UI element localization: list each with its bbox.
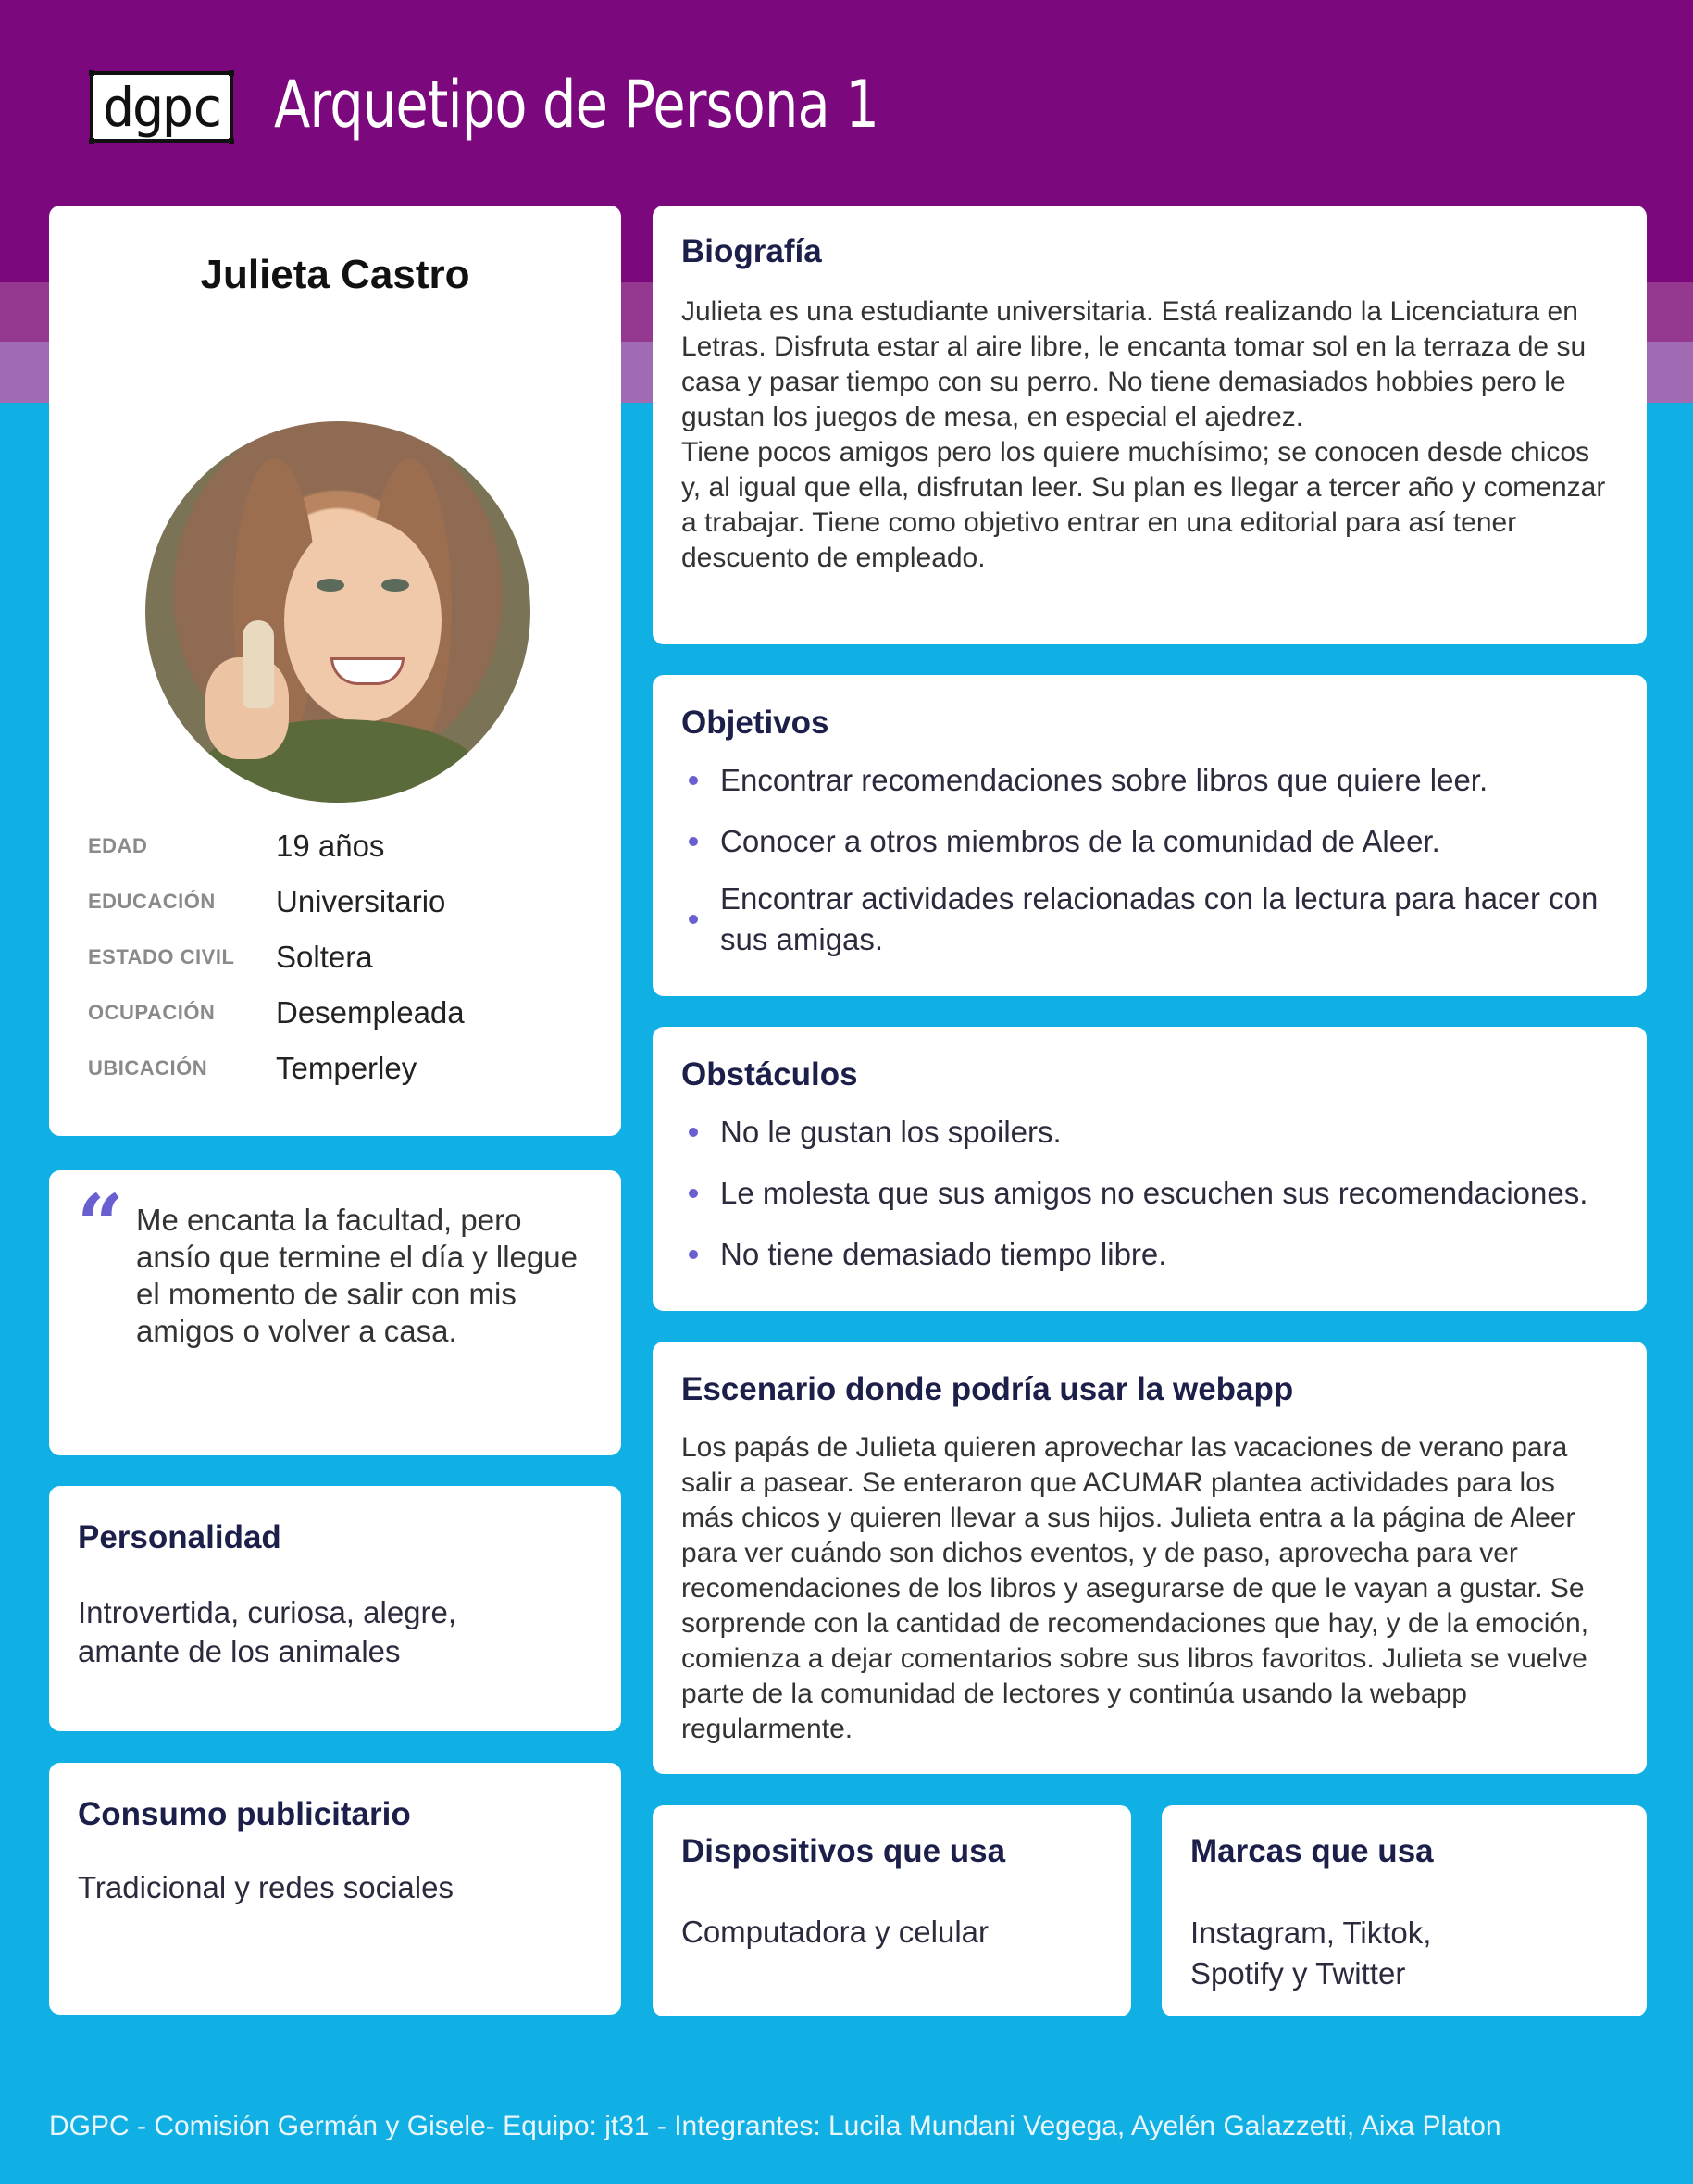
quote-text: Me encanta la facultad, pero ansío que termine el día y llegue el momento de salir con mis amigos o volver a casa.	[136, 1203, 578, 1348]
section-text: Instagram, Tiktok, Spotify y Twitter	[1190, 1916, 1432, 1991]
bio-paragraph: Tiene pocos amigos pero los quiere muchísimo; se conocen desde chicos y, al igual que ella, disfrutan leer. Su plan es llegar a tercer año y comenzar a trabajar. Tiene como objetivo entrar en una editorial para así tener descuento de empleado.	[681, 437, 1606, 573]
profile-card	[49, 206, 621, 1136]
section-title: Consumo publicitario	[78, 1796, 411, 1832]
detail-row-ocupacion	[88, 995, 588, 1051]
section-text: Tradicional y redes sociales	[78, 1870, 454, 1904]
list-item-text: Conocer a otros miembros de la comunidad de Aleer.	[720, 824, 1440, 858]
detail-label: EDUCACIÓN	[88, 890, 216, 913]
list-item	[681, 879, 1616, 960]
bullet-icon	[689, 837, 698, 846]
persona-photo	[145, 421, 530, 803]
personalidad-card	[49, 1486, 621, 1731]
section-title: Obstáculos	[681, 1056, 858, 1092]
photo-eye	[381, 579, 409, 592]
detail-row-edad	[88, 829, 588, 884]
detail-label: EDAD	[88, 834, 148, 857]
list-item	[681, 1173, 1616, 1214]
section-title: Dispositivos que usa	[681, 1833, 1006, 1869]
quote-card	[49, 1170, 621, 1455]
bullet-icon	[689, 915, 698, 924]
bullet-icon	[689, 1128, 698, 1137]
list-item-text: No tiene demasiado tiempo libre.	[720, 1237, 1167, 1271]
dispositivos-card	[653, 1805, 1131, 2016]
objetivos-list	[681, 760, 1616, 960]
section-title: Biografía	[681, 233, 822, 269]
section-text	[681, 294, 1607, 576]
dgpc-logo	[90, 71, 233, 143]
bio-paragraph: Julieta es una estudiante universitaria. Está realizando la Licenciatura en Letras. Disfruta estar al aire libre, le encanta tomar sol en la terraza de su casa y pasar tiempo con su perro. No tiene demasiados hobbies pero le gustan los juegos de mesa, en especial el ajedrez.	[681, 296, 1587, 432]
list-item-text: Encontrar actividades relacionadas con la lectura para hacer con sus amigas.	[720, 881, 1599, 956]
list-item-text: No le gustan los spoilers.	[720, 1115, 1062, 1149]
escenario-card	[653, 1342, 1647, 1774]
section-title: Escenario donde podría usar la webapp	[681, 1371, 1294, 1407]
detail-row-estado-civil	[88, 940, 588, 995]
detail-value: Soltera	[276, 940, 373, 974]
list-item-text: Le molesta que sus amigos no escuchen sus recomendaciones.	[720, 1176, 1588, 1210]
bullet-icon	[689, 776, 698, 785]
consumo-card	[49, 1763, 621, 2015]
section-title: Personalidad	[78, 1519, 281, 1555]
footer-credits: DGPC - Comisión Germán y Gisele- Equipo: jt31 - Integrantes: Lucila Mundani Vegega, Ayelén Galazzetti, Aixa Platon	[49, 2111, 1501, 2141]
biografia-card	[653, 206, 1647, 644]
section-title: Marcas que usa	[1190, 1833, 1434, 1869]
obstaculos-list	[681, 1112, 1616, 1275]
logo-corner	[229, 138, 234, 144]
bullet-icon	[689, 1189, 698, 1198]
logo-corner	[89, 138, 94, 144]
detail-label: ESTADO CIVIL	[88, 945, 235, 968]
detail-row-ubicacion	[88, 1051, 588, 1106]
page-title: Arquetipo de Persona 1	[274, 67, 879, 143]
photo-wooden-peg	[243, 620, 274, 708]
detail-label: OCUPACIÓN	[88, 1001, 216, 1024]
detail-label: UBICACIÓN	[88, 1056, 208, 1080]
list-item	[681, 1234, 1616, 1275]
section-text: Computadora y celular	[681, 1915, 989, 1949]
photo-face	[284, 518, 442, 722]
quote-icon: “	[77, 1176, 124, 1272]
list-item	[681, 1112, 1616, 1153]
detail-value: Universitario	[276, 884, 446, 918]
section-text: Introvertida, curiosa, alegre, amante de los animales	[78, 1595, 457, 1668]
logo-corner	[229, 70, 234, 76]
persona-name: Julieta Castro	[200, 252, 470, 297]
marcas-card	[1162, 1805, 1647, 2016]
logo-corner	[89, 70, 94, 76]
objetivos-card	[653, 675, 1647, 996]
obstaculos-card	[653, 1027, 1647, 1311]
detail-value: Desempleada	[276, 995, 465, 1030]
detail-value: 19 años	[276, 829, 385, 863]
detail-value: Temperley	[276, 1051, 417, 1085]
photo-eye	[317, 579, 344, 592]
bullet-icon	[689, 1250, 698, 1259]
list-item	[681, 760, 1616, 801]
persona-details	[88, 829, 588, 1106]
section-text: Los papás de Julieta quieren aprovechar las vacaciones de verano para salir a pasear. Se enteraron que ACUMAR plantea actividades para los más chicos y quieren llevar a sus hijos. Julieta entra a la página de Aleer para ver cuándo son dichos eventos, y de paso, aprovecha para ver recomendaciones de los libros y asegurarse de que le vayan a gustar. Se sorprende con la cantidad de recomendaciones que hay, y de la emoción, comienza a dejar comentarios sobre sus libros favoritos. Julieta se vuelve parte de la comunidad de lectores y continúa usando la webapp regularmente.	[681, 1432, 1589, 1744]
logo-text: dgpc	[102, 75, 221, 139]
list-item-text: Encontrar recomendaciones sobre libros que quiere leer.	[720, 763, 1488, 797]
detail-row-educacion	[88, 884, 588, 940]
list-item	[681, 821, 1616, 862]
section-title: Objetivos	[681, 705, 829, 741]
